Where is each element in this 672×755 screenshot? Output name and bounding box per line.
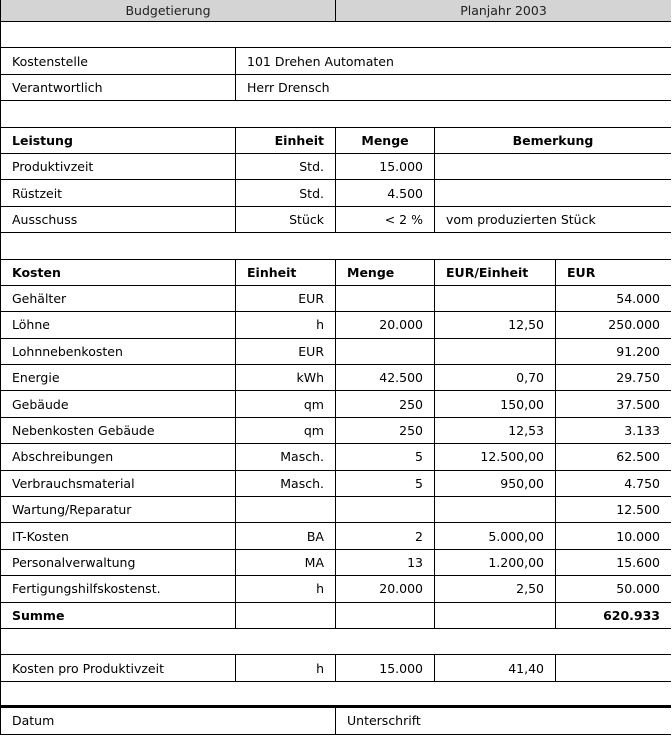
kosten-einheit: Masch. <box>236 444 336 469</box>
kosten-einheit: MA <box>236 550 336 575</box>
kosten-preis[interactable]: 12,50 <box>435 312 556 337</box>
col-menge: Menge <box>336 128 435 153</box>
kosten-einheit <box>236 497 336 522</box>
leistung-name: Ausschuss <box>1 207 236 232</box>
kosten-preis[interactable]: 5.000,00 <box>435 523 556 548</box>
kosten-einheit: h <box>236 312 336 337</box>
leistung-bemerkung[interactable] <box>435 154 671 179</box>
cell <box>556 655 671 680</box>
kosten-preis[interactable]: 0,70 <box>435 365 556 390</box>
col-menge: Menge <box>336 260 435 285</box>
kosten-eur: 37.500 <box>616 396 660 412</box>
kosten-preis[interactable]: 1.200,00 <box>435 550 556 575</box>
kosten-eur: 62.500 <box>616 449 660 465</box>
datum-field[interactable]: Datum <box>1 708 336 733</box>
kosten-name: Personalverwaltung <box>1 550 236 575</box>
kosten-menge[interactable]: 2 <box>336 523 435 548</box>
leistung-bemerkung[interactable]: vom produzierten Stück <box>446 211 596 227</box>
spacer-row <box>1 233 671 259</box>
cell <box>435 603 556 628</box>
kosten-row <box>1 312 671 338</box>
cell <box>236 603 336 628</box>
col-kosten: Kosten <box>1 260 236 285</box>
produktiv-preis: 41,40 <box>435 655 556 680</box>
kosten-name: Fertigungshilfskostenst. <box>1 576 236 601</box>
produktiv-einheit: h <box>236 655 336 680</box>
col-eur: EUR <box>567 264 596 280</box>
leistung-menge[interactable]: < 2 % <box>336 207 435 232</box>
kosten-einheit: qm <box>236 418 336 443</box>
kosten-preis[interactable] <box>435 286 556 311</box>
col-eur-einheit: EUR/Einheit <box>435 260 556 285</box>
leistung-einheit: Std. <box>236 154 336 179</box>
produktiv-label: Kosten pro Produktivzeit <box>1 655 236 680</box>
kosten-einheit: EUR <box>236 339 336 364</box>
kosten-einheit: h <box>236 576 336 601</box>
kosten-menge[interactable]: 13 <box>336 550 435 575</box>
kosten-name: Wartung/Reparatur <box>1 497 236 522</box>
kosten-row <box>1 391 671 417</box>
summe-row <box>1 603 671 629</box>
kosten-name: Energie <box>1 365 236 390</box>
leistung-name: Produktivzeit <box>1 154 236 179</box>
kosten-eur: 4.750 <box>624 475 660 491</box>
kosten-name: Abschreibungen <box>1 444 236 469</box>
verantwortlich-row <box>1 75 671 101</box>
leistung-row <box>1 180 671 206</box>
verantwortlich-label: Verantwortlich <box>1 75 236 100</box>
kosten-menge[interactable] <box>336 286 435 311</box>
kosten-einheit: qm <box>236 391 336 416</box>
kosten-eur: 50.000 <box>616 581 660 597</box>
col-einheit: Einheit <box>236 128 336 153</box>
kosten-row <box>1 550 671 576</box>
leistung-row <box>1 207 671 233</box>
kosten-preis[interactable] <box>435 497 556 522</box>
col-einheit: Einheit <box>236 260 336 285</box>
kosten-name: Nebenkosten Gebäude <box>1 418 236 443</box>
kosten-eur: 250.000 <box>608 317 660 333</box>
leistung-row <box>1 154 671 180</box>
kosten-row <box>1 471 671 497</box>
kosten-einheit: BA <box>236 523 336 548</box>
kosten-preis[interactable]: 950,00 <box>435 471 556 496</box>
spacer-row <box>1 101 671 127</box>
kosten-eur: 12.500 <box>616 502 660 518</box>
kosten-menge[interactable]: 20.000 <box>336 312 435 337</box>
kosten-preis[interactable]: 12,53 <box>435 418 556 443</box>
sheet-title: Budgetierung <box>1 0 336 21</box>
kosten-row <box>1 444 671 470</box>
col-bemerkung: Bemerkung <box>512 132 594 148</box>
spacer-row <box>1 629 671 655</box>
kosten-name: Gebäude <box>1 391 236 416</box>
kostenstelle-value[interactable]: 101 Drehen Automaten <box>247 53 394 69</box>
kosten-header-row <box>1 260 671 286</box>
kosten-preis[interactable]: 2,50 <box>435 576 556 601</box>
plan-year: Planjahr 2003 <box>460 3 547 18</box>
leistung-menge[interactable]: 4.500 <box>336 180 435 205</box>
produktivzeit-cost-row <box>1 655 671 681</box>
summe-label: Summe <box>1 603 236 628</box>
kosten-preis[interactable]: 12.500,00 <box>435 444 556 469</box>
cell <box>336 603 435 628</box>
leistung-bemerkung[interactable] <box>435 180 671 205</box>
kosten-menge[interactable] <box>336 339 435 364</box>
summe-value: 620.933 <box>603 607 660 623</box>
kosten-name: Verbrauchsmaterial <box>1 471 236 496</box>
leistung-einheit: Stück <box>236 207 336 232</box>
kosten-menge[interactable]: 20.000 <box>336 576 435 601</box>
kosten-name: Löhne <box>1 312 236 337</box>
kosten-einheit: kWh <box>236 365 336 390</box>
spacer-row <box>1 682 671 708</box>
kosten-name: Lohnnebenkosten <box>1 339 236 364</box>
kostenstelle-row <box>1 48 671 74</box>
kosten-row <box>1 286 671 312</box>
kosten-row <box>1 576 671 602</box>
signature-row <box>1 708 671 734</box>
col-leistung: Leistung <box>1 128 236 153</box>
kosten-preis[interactable] <box>435 339 556 364</box>
kosten-menge[interactable]: 42.500 <box>336 365 435 390</box>
kosten-eur: 3.133 <box>624 423 660 439</box>
kosten-eur: 91.200 <box>616 343 660 359</box>
spacer-row <box>1 22 671 48</box>
kosten-menge[interactable]: 5 <box>336 444 435 469</box>
leistung-name: Rüstzeit <box>1 180 236 205</box>
kosten-eur: 54.000 <box>616 291 660 307</box>
leistung-menge[interactable]: 15.000 <box>336 154 435 179</box>
kosten-eur: 29.750 <box>616 370 660 386</box>
produktiv-menge[interactable]: 15.000 <box>336 655 435 680</box>
kosten-row <box>1 339 671 365</box>
unterschrift-field[interactable]: Unterschrift <box>347 713 421 729</box>
kosten-name: IT-Kosten <box>1 523 236 548</box>
kosten-einheit: EUR <box>236 286 336 311</box>
kosten-preis[interactable]: 150,00 <box>435 391 556 416</box>
verantwortlich-value[interactable]: Herr Drensch <box>247 79 330 95</box>
kosten-eur: 10.000 <box>616 528 660 544</box>
kosten-menge[interactable]: 250 <box>336 418 435 443</box>
kosten-menge[interactable]: 5 <box>336 471 435 496</box>
kosten-eur: 15.600 <box>616 555 660 570</box>
kosten-row <box>1 497 671 523</box>
kosten-menge[interactable]: 250 <box>336 391 435 416</box>
leistung-header-row <box>1 128 671 154</box>
kosten-row <box>1 365 671 391</box>
kosten-row <box>1 418 671 444</box>
kosten-row <box>1 523 671 549</box>
kosten-menge[interactable] <box>336 497 435 522</box>
header-row <box>1 0 671 22</box>
kostenstelle-label: Kostenstelle <box>1 48 236 73</box>
kosten-einheit: Masch. <box>236 471 336 496</box>
leistung-einheit: Std. <box>236 180 336 205</box>
kosten-name: Gehälter <box>1 286 236 311</box>
